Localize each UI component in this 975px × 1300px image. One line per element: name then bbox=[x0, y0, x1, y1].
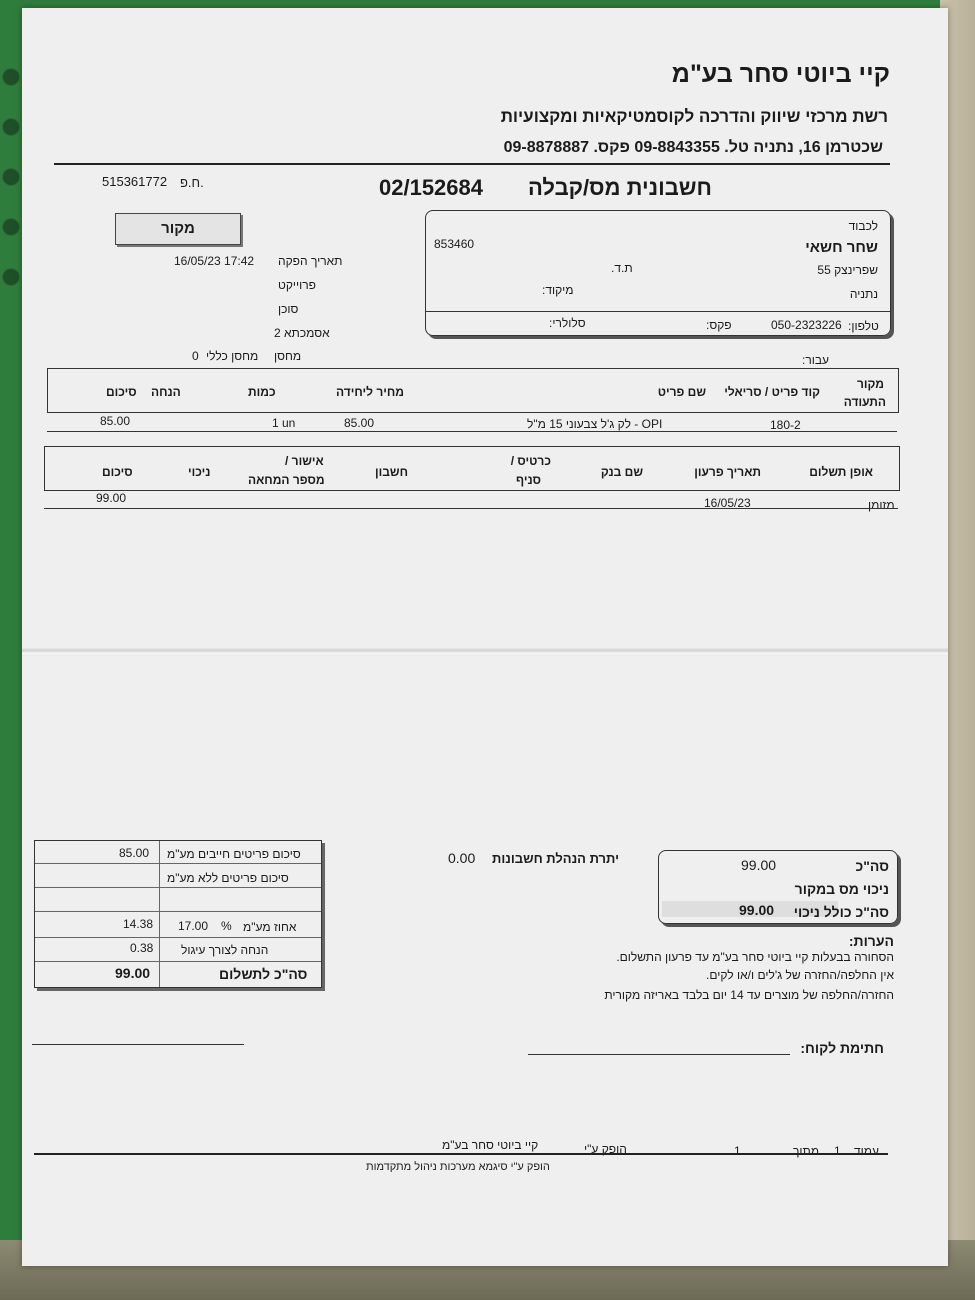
summary-row-line bbox=[35, 911, 321, 912]
row-pay-total: 99.00 bbox=[96, 491, 127, 505]
phone-label: טלפון: bbox=[848, 319, 879, 333]
page-total: 1 bbox=[734, 1144, 741, 1158]
issue-date-label: תאריך הפקה bbox=[278, 254, 343, 268]
col-total: סיכום bbox=[106, 385, 137, 399]
col-pay-total: סיכום bbox=[102, 465, 133, 479]
customer-box-divider bbox=[426, 311, 890, 312]
col-approval-2: מספר המחאה bbox=[248, 473, 325, 487]
col-item-name: שם פריט bbox=[657, 385, 706, 399]
row-pay-date: 16/05/23 bbox=[704, 496, 751, 510]
col-bank: שם בנק bbox=[600, 465, 643, 479]
vat-percent: 17.00 bbox=[178, 919, 209, 933]
general-warehouse-label: מחסן כללי bbox=[206, 349, 259, 363]
col-deduction: ניכוי bbox=[188, 465, 211, 479]
balance-value: 0.00 bbox=[448, 850, 476, 866]
company-tagline: רשת מרכזי שיווק והדרכה לקוסמטיקאיות ומקצועיות bbox=[500, 107, 888, 126]
col-source-doc: מקור bbox=[857, 377, 884, 391]
page-label: עמוד bbox=[854, 1144, 879, 1158]
to-label: לכבוד bbox=[848, 219, 878, 233]
row-quantity: 1 un bbox=[272, 416, 296, 430]
pay-total-label: סה"כ לתשלום bbox=[219, 966, 308, 982]
percent-sign: % bbox=[221, 919, 232, 933]
row-item-code: 180-2 bbox=[770, 418, 801, 432]
customer-box bbox=[425, 210, 891, 336]
summary-row-line bbox=[35, 863, 321, 864]
payments-table-bottom bbox=[44, 508, 898, 509]
col-source-doc-2: התעודה bbox=[843, 395, 886, 409]
notes-line-3: החזרה/החלפה של מוצרים עד 14 יום בלבד באריזה מקורית bbox=[604, 988, 894, 1002]
vat-percent-label: אחוז מע"מ bbox=[243, 920, 297, 934]
col-discount: הנחה bbox=[151, 385, 181, 399]
customer-street: שפרינצק 55 bbox=[817, 263, 878, 277]
reference-label: אסמכתא 2 bbox=[274, 326, 330, 340]
software-credit: הופק ע"י סיגמא מערכות ניהול מתקדמות bbox=[366, 1161, 550, 1173]
col-quantity: כמות bbox=[248, 385, 276, 399]
paper-fold bbox=[22, 648, 948, 656]
fax-label: פקס: bbox=[706, 318, 732, 332]
project-label: פרוייקט bbox=[278, 278, 316, 292]
row-pay-method: מזומן bbox=[868, 498, 895, 512]
left-signature-line bbox=[32, 1044, 244, 1045]
tax-id-label: ח.פ. bbox=[180, 175, 204, 190]
totals-box bbox=[658, 850, 898, 924]
of-label: מתוך bbox=[793, 1144, 820, 1158]
issued-by-label: הופק ע"י bbox=[584, 1142, 627, 1156]
binder-hole bbox=[2, 218, 20, 236]
summary-row-line bbox=[35, 887, 321, 888]
signature-line bbox=[528, 1054, 790, 1055]
agent-label: סוכן bbox=[278, 302, 299, 316]
rounding-value: 0.38 bbox=[130, 941, 154, 955]
col-unit-price: מחיר ליחידה bbox=[336, 385, 404, 399]
col-due-date: תאריך פרעון bbox=[694, 465, 761, 479]
zip-label: מיקוד: bbox=[542, 283, 574, 297]
row-total: 85.00 bbox=[100, 414, 131, 428]
company-name: קיי ביוטי סחר בע"מ bbox=[671, 60, 890, 88]
vat-items-value: 85.00 bbox=[119, 846, 150, 860]
withholding-label: ניכוי מס במקור bbox=[794, 881, 889, 897]
issue-date: 16/05/23 17:42 bbox=[174, 254, 255, 268]
vat-value: 14.38 bbox=[123, 917, 154, 931]
attn-label: עבור: bbox=[802, 353, 830, 367]
notes-line-2: אין החלפה/החזרה של ג'לים ו/או לקים. bbox=[706, 968, 894, 982]
summary-row-line bbox=[35, 937, 321, 938]
footer-divider bbox=[34, 1153, 888, 1155]
issued-by: קיי ביוטי סחר בע"מ bbox=[442, 1138, 539, 1152]
page-number: 1 bbox=[834, 1144, 841, 1158]
col-card: כרטיס / bbox=[510, 454, 551, 468]
binder-hole bbox=[2, 68, 20, 86]
original-stamp: מקור bbox=[115, 213, 241, 245]
summary-row-line bbox=[35, 961, 321, 962]
header-divider bbox=[54, 163, 890, 165]
binder-hole bbox=[2, 268, 20, 286]
invoice-paper bbox=[22, 8, 948, 1266]
pay-total-value: 99.00 bbox=[115, 965, 151, 981]
col-card-2: סניף bbox=[515, 473, 541, 487]
items-table-header bbox=[47, 368, 899, 413]
signature-label: חתימת לקוח: bbox=[800, 1040, 884, 1056]
col-item-code: קוד פריט / סריאלי bbox=[724, 385, 820, 399]
col-account: חשבון bbox=[375, 465, 408, 479]
vat-summary-box bbox=[34, 840, 322, 988]
company-address: שכטרמן 16, נתניה טל. 09-8843355 פקס. 09-8878887 bbox=[503, 139, 883, 156]
customer-id-label: ת.ד. bbox=[611, 261, 633, 275]
customer-name: שחר חשאי bbox=[805, 239, 878, 256]
items-table-bottom bbox=[47, 431, 897, 432]
col-approval: אישור / bbox=[285, 454, 324, 468]
row-unit-price: 85.00 bbox=[344, 416, 375, 430]
binder-hole bbox=[2, 168, 20, 186]
payments-table-header bbox=[44, 446, 900, 491]
net-total-label: סה"כ כולל ניכוי bbox=[793, 904, 889, 920]
total-label: סה"כ bbox=[855, 858, 889, 874]
general-warehouse-value: 0 bbox=[192, 349, 199, 363]
customer-city: נתניה bbox=[849, 287, 878, 301]
rounding-label: הנחה לצורך עיגול bbox=[181, 943, 269, 957]
customer-phone: 050-2323226 bbox=[771, 318, 842, 332]
notes-line-1: הסחורה בבעלות קיי ביוטי סחר בע"מ עד פרעון התשלום. bbox=[616, 950, 894, 964]
row-item-name: OPI - לק ג'ל צבעוני 15 מ"ל bbox=[527, 417, 663, 431]
invoice-title: חשבונית מס/קבלה bbox=[528, 175, 712, 200]
cell-label: סלולרי: bbox=[549, 316, 586, 330]
nonvat-items-label: סיכום פריטים ללא מע"מ bbox=[167, 871, 289, 885]
tax-id: 515361772 bbox=[102, 174, 168, 189]
warehouse-label: מחסן bbox=[274, 349, 302, 363]
binder-hole bbox=[2, 118, 20, 136]
col-pay-method: אופן תשלום bbox=[809, 465, 873, 479]
net-total-value: 99.00 bbox=[739, 902, 775, 918]
notes-title: הערות: bbox=[848, 933, 894, 949]
customer-code: 853460 bbox=[434, 237, 475, 251]
total-value: 99.00 bbox=[741, 857, 777, 873]
invoice-number: 02/152684 bbox=[379, 175, 483, 200]
balance-label: יתרת הנהלת חשבונות bbox=[492, 851, 620, 866]
vat-items-label: סיכום פריטים חייבים מע"מ bbox=[167, 847, 301, 861]
